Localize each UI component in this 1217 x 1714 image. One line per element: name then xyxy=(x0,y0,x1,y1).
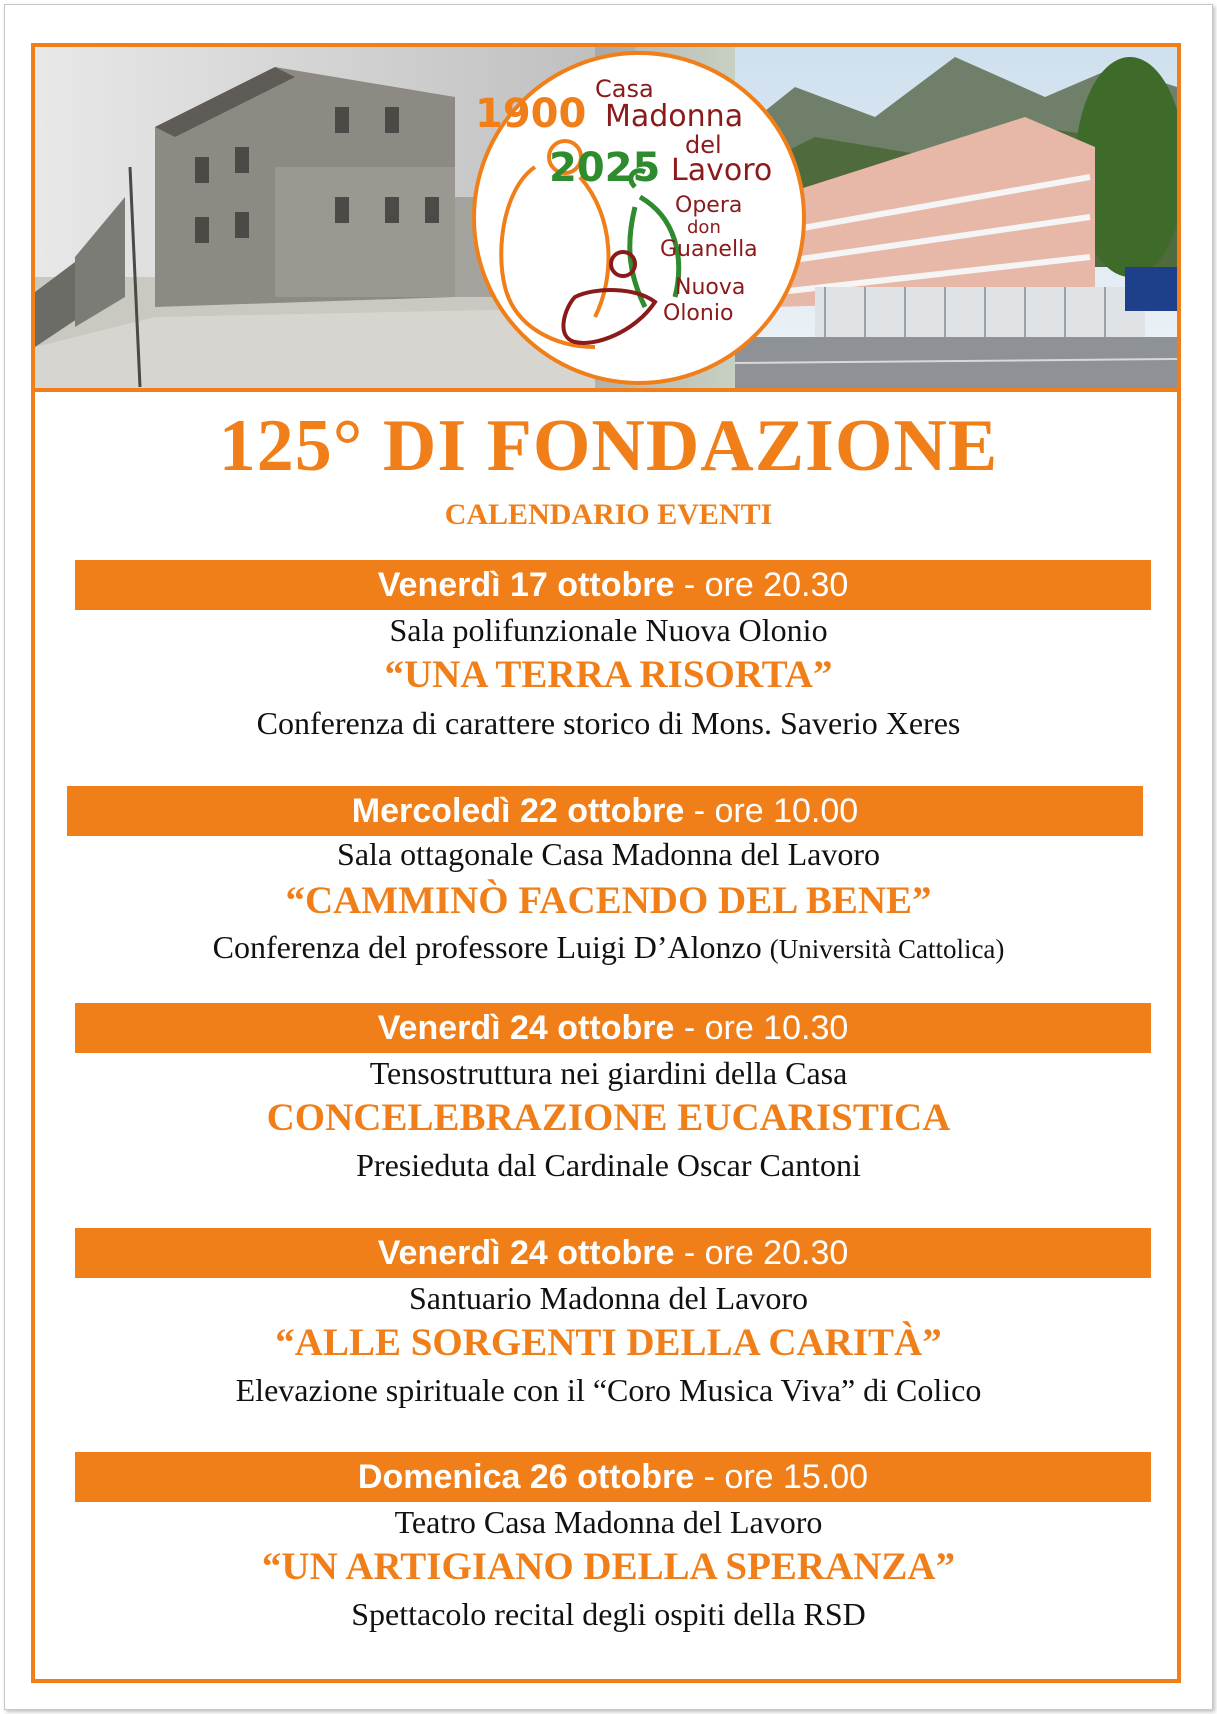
event-description-line xyxy=(0,927,1217,969)
event-venue: Santuario Madonna del Lavoro xyxy=(409,1280,808,1316)
logo-place-1: Nuova xyxy=(675,275,746,300)
logo xyxy=(35,47,1177,389)
event-date-bar xyxy=(75,1452,1151,1502)
event-time: - ore 20.30 xyxy=(674,566,849,604)
event-description: Elevazione spirituale con il “Coro Musica Viva” di Colico xyxy=(235,1372,982,1408)
event-venue: Sala polifunzionale Nuova Olonio xyxy=(389,612,828,648)
banner-divider xyxy=(35,388,1177,392)
logo-name-4: Lavoro xyxy=(671,153,773,188)
event-date-bar xyxy=(75,560,1151,610)
event-title: CONCELEBRAZIONE EUCARISTICA xyxy=(266,1096,951,1139)
event-date-bar xyxy=(75,1228,1151,1278)
event-day: Venerdì 17 ottobre xyxy=(377,566,675,604)
event-description: Conferenza di carattere storico di Mons. Saverio Xeres xyxy=(256,705,961,741)
logo-year-start: 1900 xyxy=(475,91,587,137)
page-subtitle: CALENDARIO EVENTI xyxy=(444,498,773,531)
page-title: 125° DI FONDAZIONE xyxy=(218,405,999,487)
header-banner xyxy=(35,47,1177,389)
logo-org-1: Opera xyxy=(675,193,743,218)
event-title: “UNA TERRA RISORTA” xyxy=(384,653,833,696)
event-time: - ore 20.30 xyxy=(674,1234,849,1272)
event-title: “UN ARTIGIANO DELLA SPERANZA” xyxy=(261,1545,956,1588)
event-venue: Teatro Casa Madonna del Lavoro xyxy=(394,1504,823,1540)
event-day: Venerdì 24 ottobre xyxy=(377,1234,675,1272)
event-description: Spettacolo recital degli ospiti della RSD xyxy=(351,1596,866,1632)
event-date-bar xyxy=(75,1003,1151,1053)
event-note: (Università Cattolica) xyxy=(769,934,1005,964)
event-title: “ALLE SORGENTI DELLA CARITÀ” xyxy=(275,1321,942,1364)
event-time: - ore 10.30 xyxy=(674,1009,849,1047)
logo-name-3: del xyxy=(685,131,722,159)
logo-place-2: Olonio xyxy=(663,301,734,326)
event-day: Venerdì 24 ottobre xyxy=(377,1009,675,1047)
event-day: Mercoledì 22 ottobre xyxy=(351,792,685,830)
event-title: “CAMMINÒ FACENDO DEL BENE” xyxy=(285,879,932,922)
event-venue: Tensostruttura nei giardini della Casa xyxy=(369,1055,848,1091)
logo-org-2: don xyxy=(687,217,721,238)
event-time: - ore 10.00 xyxy=(684,792,859,830)
logo-year-end: 2025 xyxy=(549,145,661,191)
event-venue: Sala ottagonale Casa Madonna del Lavoro xyxy=(337,836,880,872)
event-description: Conferenza del professore Luigi D’Alonzo xyxy=(212,929,770,965)
event-description: Presieduta dal Cardinale Oscar Cantoni xyxy=(356,1147,861,1183)
logo-name-1: Casa xyxy=(595,75,654,103)
event-date-bar xyxy=(67,786,1143,836)
event-day: Domenica 26 ottobre xyxy=(357,1458,695,1496)
event-time: - ore 15.00 xyxy=(694,1458,869,1496)
logo-org-3: Guanella xyxy=(660,237,758,262)
logo-name-2: Madonna xyxy=(605,99,744,134)
